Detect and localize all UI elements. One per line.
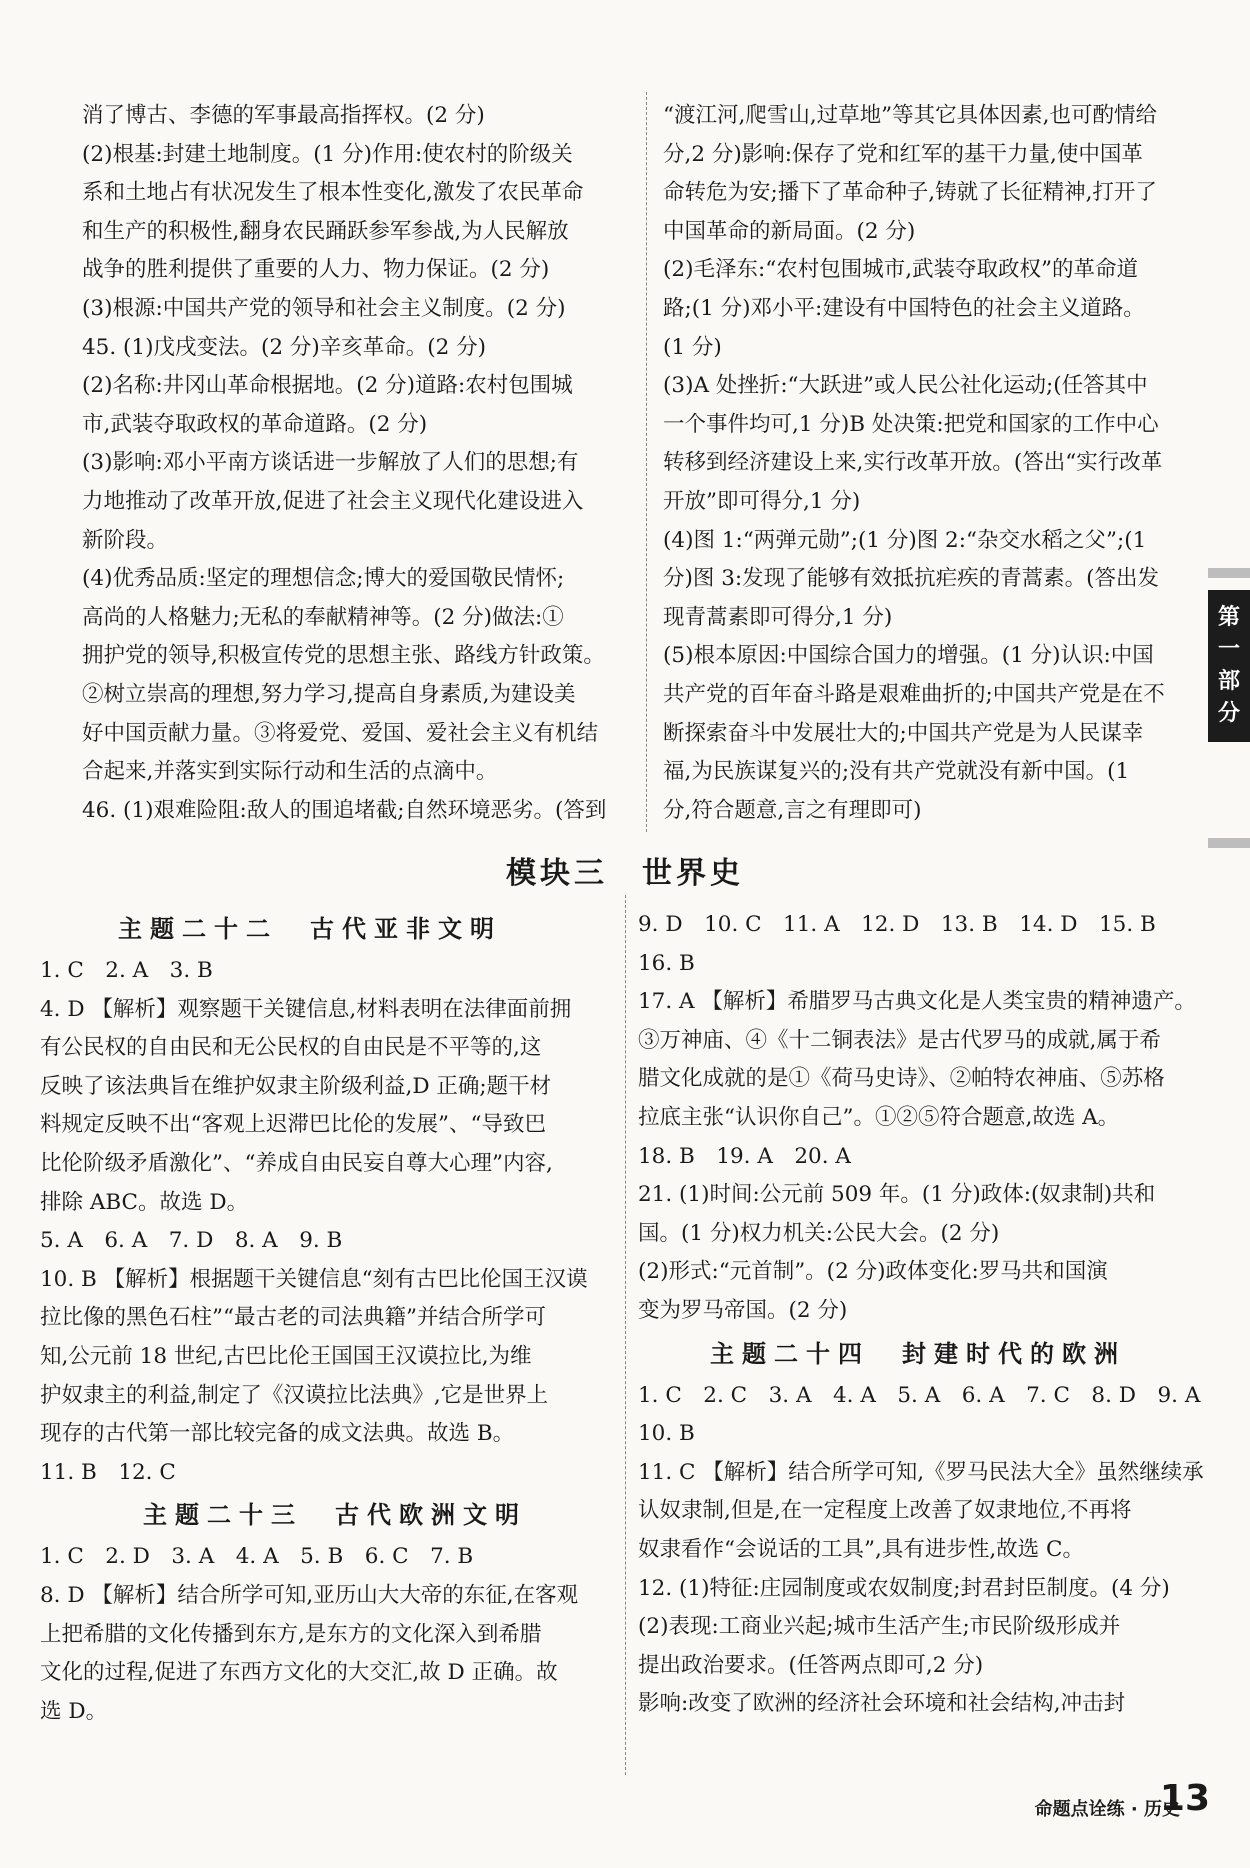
text-line: 国。(1 分)权力机关:公民大会。(2 分) <box>638 1220 1000 1246</box>
bottom-right-column <box>638 906 1204 1724</box>
text-line: 12. (1)特征:庄园制度或农奴制度;封君封臣制度。(4 分) <box>638 1575 1170 1601</box>
text-line: 选 D。 <box>40 1698 108 1724</box>
text-line: 1. C 2. C 3. A 4. A 5. A 6. A 7. C 8. D 9. A <box>638 1382 1201 1408</box>
text-line: 反映了该法典旨在维护奴隶主阶级利益,D 正确;题干材 <box>40 1073 552 1099</box>
text-line: 17. A 【解析】希腊罗马古典文化是人类宝贵的精神遗产。 <box>638 989 1196 1015</box>
text-line: 变为罗马帝国。(2 分) <box>638 1297 848 1323</box>
text-line: 比伦阶级矛盾激化”、“养成自由民妄自尊大心理”内容, <box>40 1150 553 1176</box>
text-line: 文化的过程,促进了东西方文化的大交汇,故 D 正确。故 <box>40 1660 558 1686</box>
text-line: 命转危为安;播下了革命种子,铸就了长征精神,打开了 <box>663 180 1157 206</box>
text-line: 消了博古、李德的军事最高指挥权。(2 分) <box>82 103 485 128</box>
text-line: 系和土地占有状况发生了根本性变化,激发了农民革命 <box>82 180 584 206</box>
text-line: 护奴隶主的利益,制定了《汉谟拉比法典》,它是世界上 <box>40 1382 549 1408</box>
text-line: 和生产的积极性,翻身农民踊跃参军参战,为人民解放 <box>82 218 569 244</box>
text-line: 料规定反映不出“客观上迟滞巴比伦的发展”、“导致巴 <box>40 1112 546 1138</box>
text-line: 影响:改变了欧洲的经济社会环境和社会结构,冲击封 <box>638 1691 1126 1717</box>
text-line: 新阶段。 <box>82 527 169 553</box>
text-line: 认奴隶制,但是,在一定程度上改善了奴隶地位,不再将 <box>638 1498 1132 1524</box>
text-line: (3)根源:中国共产党的领导和社会主义制度。(2 分) <box>82 295 566 321</box>
topic-heading: 主题二十三 古代欧洲文明 <box>143 1501 527 1530</box>
text-line: 上把希腊的文化传播到东方,是东方的文化深入到希腊 <box>40 1621 542 1647</box>
column-divider <box>646 92 647 832</box>
text-line: 开放”即可得分,1 分) <box>663 488 861 514</box>
answer-block <box>638 1377 1204 1724</box>
text-line: ②树立崇高的理想,努力学习,提高自身素质,为建设美 <box>82 681 576 707</box>
side-tab-char: 第 <box>1217 605 1240 630</box>
text-line: 有公民权的自由民和无公民权的自由民是不平等的,这 <box>40 1035 542 1061</box>
text-line: 拥护党的领导,积极宣传党的思想主张、路线方针政策。 <box>82 643 605 669</box>
text-line: 10. B <box>638 1421 695 1447</box>
text-line: 奴隶看作“会说话的工具”,具有进步性,故选 C。 <box>638 1536 1084 1562</box>
text-line: 共产党的百年奋斗路是艰难曲折的;中国共产党是在不 <box>663 681 1165 707</box>
text-line: 提出政治要求。(任答两点即可,2 分) <box>638 1652 984 1678</box>
text-line: 现青蒿素即可得分,1 分) <box>663 604 893 630</box>
text-line: 合起来,并落实到实际行动和生活的点滴中。 <box>82 759 498 785</box>
side-tab-char: 分 <box>1217 701 1240 726</box>
text-line: (2)毛泽东:“农村包围城市,武装夺取政权”的革命道 <box>663 257 1139 283</box>
text-line: 排除 ABC。故选 D。 <box>40 1189 249 1215</box>
top-left-column <box>82 97 627 830</box>
text-line: 腊文化成就的是①《荷马史诗》、②帕特农神庙、⑤苏格 <box>638 1066 1165 1092</box>
text-line: (2)名称:井冈山革命根据地。(2 分)道路:农村包围城 <box>82 373 573 399</box>
text-line: 好中国贡献力量。③将爱党、爱国、爱社会主义有机结 <box>82 720 599 746</box>
text-line: 拉底主张“认识你自己”。①②⑤符合题意,故选 A。 <box>638 1104 1120 1130</box>
answer-block <box>638 906 1198 1331</box>
text-line: 高尚的人格魅力;无私的奉献精神等。(2 分)做法:① <box>82 604 564 630</box>
text-line: 福,为民族谋复兴的;没有共产党就没有新中国。(1 <box>663 759 1130 785</box>
text-line: 1. C 2. D 3. A 4. A 5. B 6. C 7. B <box>40 1544 474 1570</box>
text-line: 分,符合题意,言之有理即可) <box>663 797 922 823</box>
text-line: (4)优秀品质:坚定的理想信念;博大的爱国敬民情怀; <box>82 566 565 592</box>
top-right-column <box>663 97 1183 830</box>
text-line: 8. D 【解析】结合所学可知,亚历山大大帝的东征,在客观 <box>40 1582 579 1608</box>
text-line: 21. (1)时间:公元前 509 年。(1 分)政体:(奴隶制)共和 <box>638 1182 1156 1208</box>
text-line: 知,公元前 18 世纪,古巴比伦王国国王汉谟拉比,为维 <box>40 1343 532 1369</box>
side-tab-char: 一 <box>1217 637 1240 662</box>
text-line: (4)图 1:“两弹元勋”;(1 分)图 2:“杂交水稻之父”;(1 <box>663 527 1147 553</box>
text-line: (3)A 处挫折:“大跃进”或人民公社化运动;(任答其中 <box>663 373 1148 399</box>
text-line: (5)根本原因:中国综合国力的增强。(1 分)认识:中国 <box>663 643 1154 669</box>
answer-block <box>40 952 630 1492</box>
text-line: 分,2 分)影响:保存了党和红军的基干力量,使中国革 <box>663 141 1143 167</box>
side-tab-bar <box>1208 838 1250 848</box>
text-line: “渡江河,爬雪山,过草地”等其它具体因素,也可酌情给 <box>663 103 1157 128</box>
side-tab-bar <box>1208 568 1250 578</box>
text-line: 一个事件均可,1 分)B 处决策:把党和国家的工作中心 <box>663 411 1159 437</box>
text-line: ③万神庙、④《十二铜表法》是古代罗马的成就,属于希 <box>638 1027 1161 1053</box>
text-line: (2)形式:“元首制”。(2 分)政体变化:罗马共和国演 <box>638 1259 1108 1285</box>
text-line: 10. B 【解析】根据题干关键信息“刻有古巴比伦国王汉谟 <box>40 1266 588 1292</box>
text-line: 4. D 【解析】观察题干关键信息,材料表明在法律面前拥 <box>40 996 572 1022</box>
section-side-tab <box>1208 590 1250 742</box>
text-line: 46. (1)艰难险阻:敌人的围追堵截;自然环境恶劣。(答到 <box>82 797 607 823</box>
bottom-left-column <box>40 906 630 1731</box>
text-line: 路;(1 分)邓小平:建设有中国特色的社会主义道路。 <box>663 295 1145 321</box>
footer-book-title: 命题点诠练 · 历史 <box>1034 1799 1180 1820</box>
text-line: 18. B 19. A 20. A <box>638 1143 851 1169</box>
text-line: 市,武装夺取政权的革命道路。(2 分) <box>82 411 428 437</box>
module-title: 模块三 世界史 <box>506 856 744 891</box>
text-line: 转移到经济建设上来,实行改革开放。(答出“实行改革 <box>663 450 1163 476</box>
side-tab-char: 部 <box>1217 669 1240 694</box>
text-line: 5. A 6. A 7. D 8. A 9. B <box>40 1228 343 1254</box>
text-line: (2)表现:工商业兴起;城市生活产生;市民阶级形成并 <box>638 1614 1121 1640</box>
text-line: 45. (1)戊戌变法。(2 分)辛亥革命。(2 分) <box>82 334 487 360</box>
answer-block <box>40 1538 630 1731</box>
text-line: 11. B 12. C <box>40 1459 176 1485</box>
text-line: 1. C 2. A 3. B <box>40 958 213 983</box>
topic-heading: 主题二十二 古代亚非文明 <box>118 915 502 943</box>
text-line: (3)影响:邓小平南方谈话进一步解放了人们的思想;有 <box>82 450 579 476</box>
text-line: 战争的胜利提供了重要的人力、物力保证。(2 分) <box>82 257 550 283</box>
text-line: (2)根基:封建土地制度。(1 分)作用:使农村的阶级关 <box>82 141 573 167</box>
text-line: 力地推动了改革开放,促进了社会主义现代化建设进入 <box>82 488 584 514</box>
text-line: 11. C 【解析】结合所学可知,《罗马民法大全》虽然继续承 <box>638 1459 1204 1485</box>
text-line: 现存的古代第一部比较完备的成文法典。故选 B。 <box>40 1421 515 1447</box>
text-line: 断探索奋斗中发展壮大的;中国共产党是为人民谋幸 <box>663 720 1144 746</box>
text-line: (1 分) <box>663 334 722 360</box>
text-line: 分)图 3:发现了能够有效抵抗疟疾的青蒿素。(答出发 <box>663 566 1160 592</box>
text-line: 拉比像的黑色石柱”“最古老的司法典籍”并结合所学可 <box>40 1305 546 1331</box>
topic-heading: 主题二十四 封建时代的欧洲 <box>710 1339 1126 1368</box>
page-number: 13 <box>1159 1778 1210 1819</box>
text-line: 中国革命的新局面。(2 分) <box>663 218 916 244</box>
text-line: 16. B <box>638 950 695 976</box>
text-line: 9. D 10. C 11. A 12. D 13. B 14. D 15. B <box>638 912 1156 937</box>
